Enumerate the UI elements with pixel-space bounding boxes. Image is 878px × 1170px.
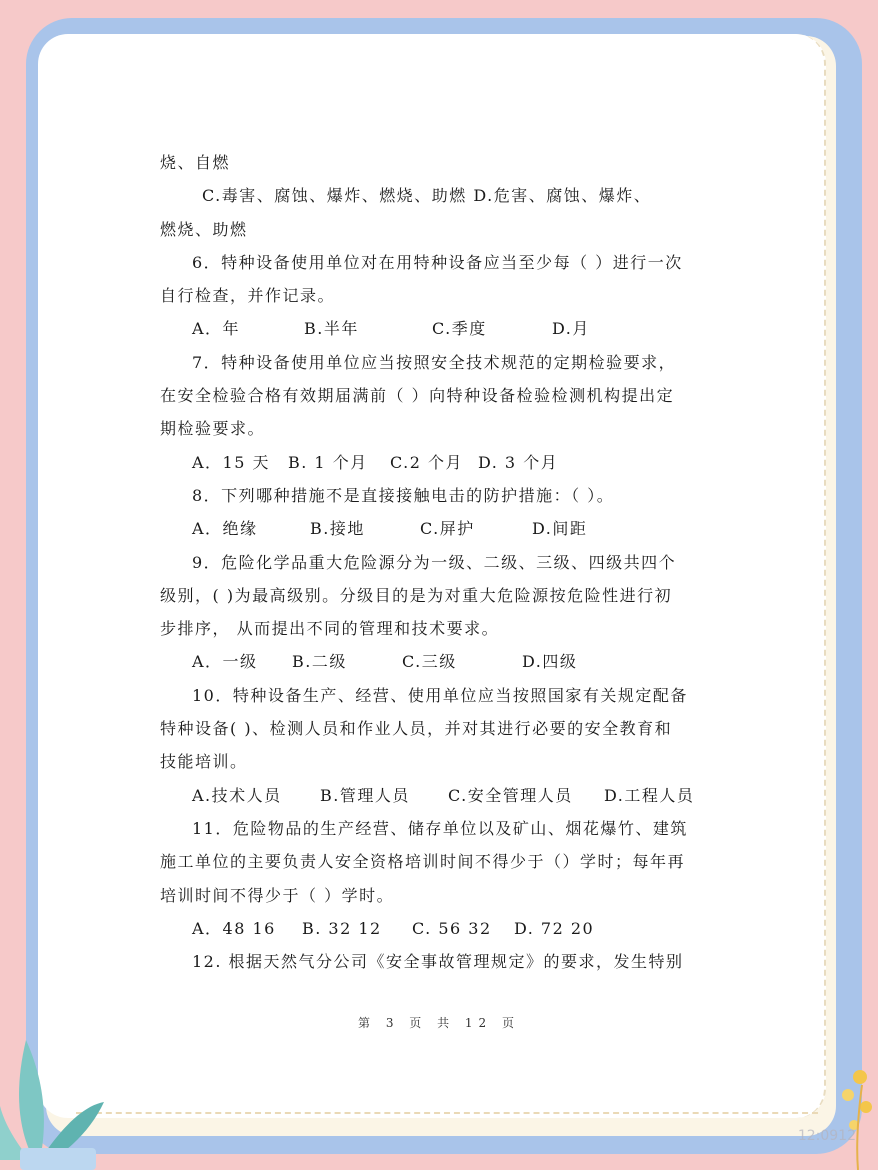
text-line: 特种设备( )、检测人员和作业人员，并对其进行必要的安全教育和: [160, 719, 673, 739]
stitch-line: [76, 1112, 818, 1114]
text-line: 培训时间不得少于（ ）学时。: [160, 885, 395, 905]
option: B.二级: [292, 652, 347, 672]
option: C.三级: [402, 652, 457, 672]
question-9: 9．危险化学品重大危险源分为一级、二级、三级、四级共四个: [192, 552, 677, 572]
option: A．一级: [192, 652, 258, 672]
option: B. 1 个月: [288, 452, 368, 472]
option: B.管理人员: [320, 785, 410, 805]
option: C.季度: [432, 319, 487, 339]
text-line: 期检验要求。: [160, 419, 266, 439]
option: D.四级: [522, 652, 578, 672]
options-q8: [160, 512, 708, 545]
options-q10: [160, 779, 708, 812]
question-12: 12. 根据天然气分公司《安全事故管理规定》的要求，发生特别: [192, 952, 684, 972]
text-line: 自行检查，并作记录。: [160, 286, 336, 306]
plant-decoration-icon: [0, 1010, 110, 1170]
text-line: 步排序， 从而提出不同的管理和技术要求。: [160, 619, 500, 639]
option: A．年: [192, 319, 241, 339]
option: C.屏护: [420, 519, 475, 539]
text-line: 级别，( )为最高级别。分级目的是为对重大危险源按危险性进行初: [160, 585, 673, 605]
option: A．15 天: [192, 452, 271, 472]
option: A．48 16: [192, 918, 276, 938]
option: D. 72 20: [514, 918, 595, 938]
option: B.接地: [310, 519, 365, 539]
text-line: 技能培训。: [160, 752, 248, 772]
options-q7: [160, 446, 708, 479]
option: A．绝缘: [192, 519, 258, 539]
option: D.月: [552, 319, 590, 339]
option: B. 32 12: [302, 918, 382, 938]
page-number: 第 3 页 共 12 页: [358, 1016, 520, 1030]
option: A.技术人员: [192, 785, 282, 805]
question-10: 10．特种设备生产、经营、使用单位应当按照国家有关规定配备: [192, 685, 688, 705]
text-line: 施工单位的主要负责人安全资格培训时间不得少于（）学时；每年再: [160, 852, 686, 872]
option: B.半年: [304, 319, 359, 339]
watermark: 12:0912: [797, 1128, 856, 1144]
text-line: 燃烧、助燃: [160, 219, 248, 239]
option: C. 56 32: [412, 918, 492, 938]
question-11: 11．危险物品的生产经营、储存单位以及矿山、烟花爆竹、建筑: [192, 818, 688, 838]
option: C.安全管理人员: [448, 785, 573, 805]
options-q6: [160, 312, 708, 345]
text-line: 烧、自燃: [160, 153, 231, 172]
document-body: [160, 146, 708, 978]
text-line: C.毒害、腐蚀、爆炸、燃烧、助燃 D.危害、腐蚀、爆炸、: [202, 186, 652, 206]
question-8: 8．下列哪种措施不是直接接触电击的防护措施：（ ）。: [192, 485, 615, 505]
options-q9: [160, 645, 708, 678]
text-line: 在安全检验合格有效期届满前（ ）向特种设备检验检测机构提出定: [160, 386, 675, 406]
options-q11: [160, 912, 708, 945]
option: C.2 个月: [390, 452, 464, 472]
option: D. 3 个月: [478, 452, 559, 472]
question-7: 7．特种设备使用单位应当按照安全技术规范的定期检验要求，: [192, 352, 677, 372]
flower-decoration-icon: [808, 1055, 878, 1170]
option: D.工程人员: [604, 785, 695, 805]
option: D.间距: [532, 519, 588, 539]
question-6: 6．特种设备使用单位对在用特种设备应当至少每（ ）进行一次: [192, 252, 683, 272]
